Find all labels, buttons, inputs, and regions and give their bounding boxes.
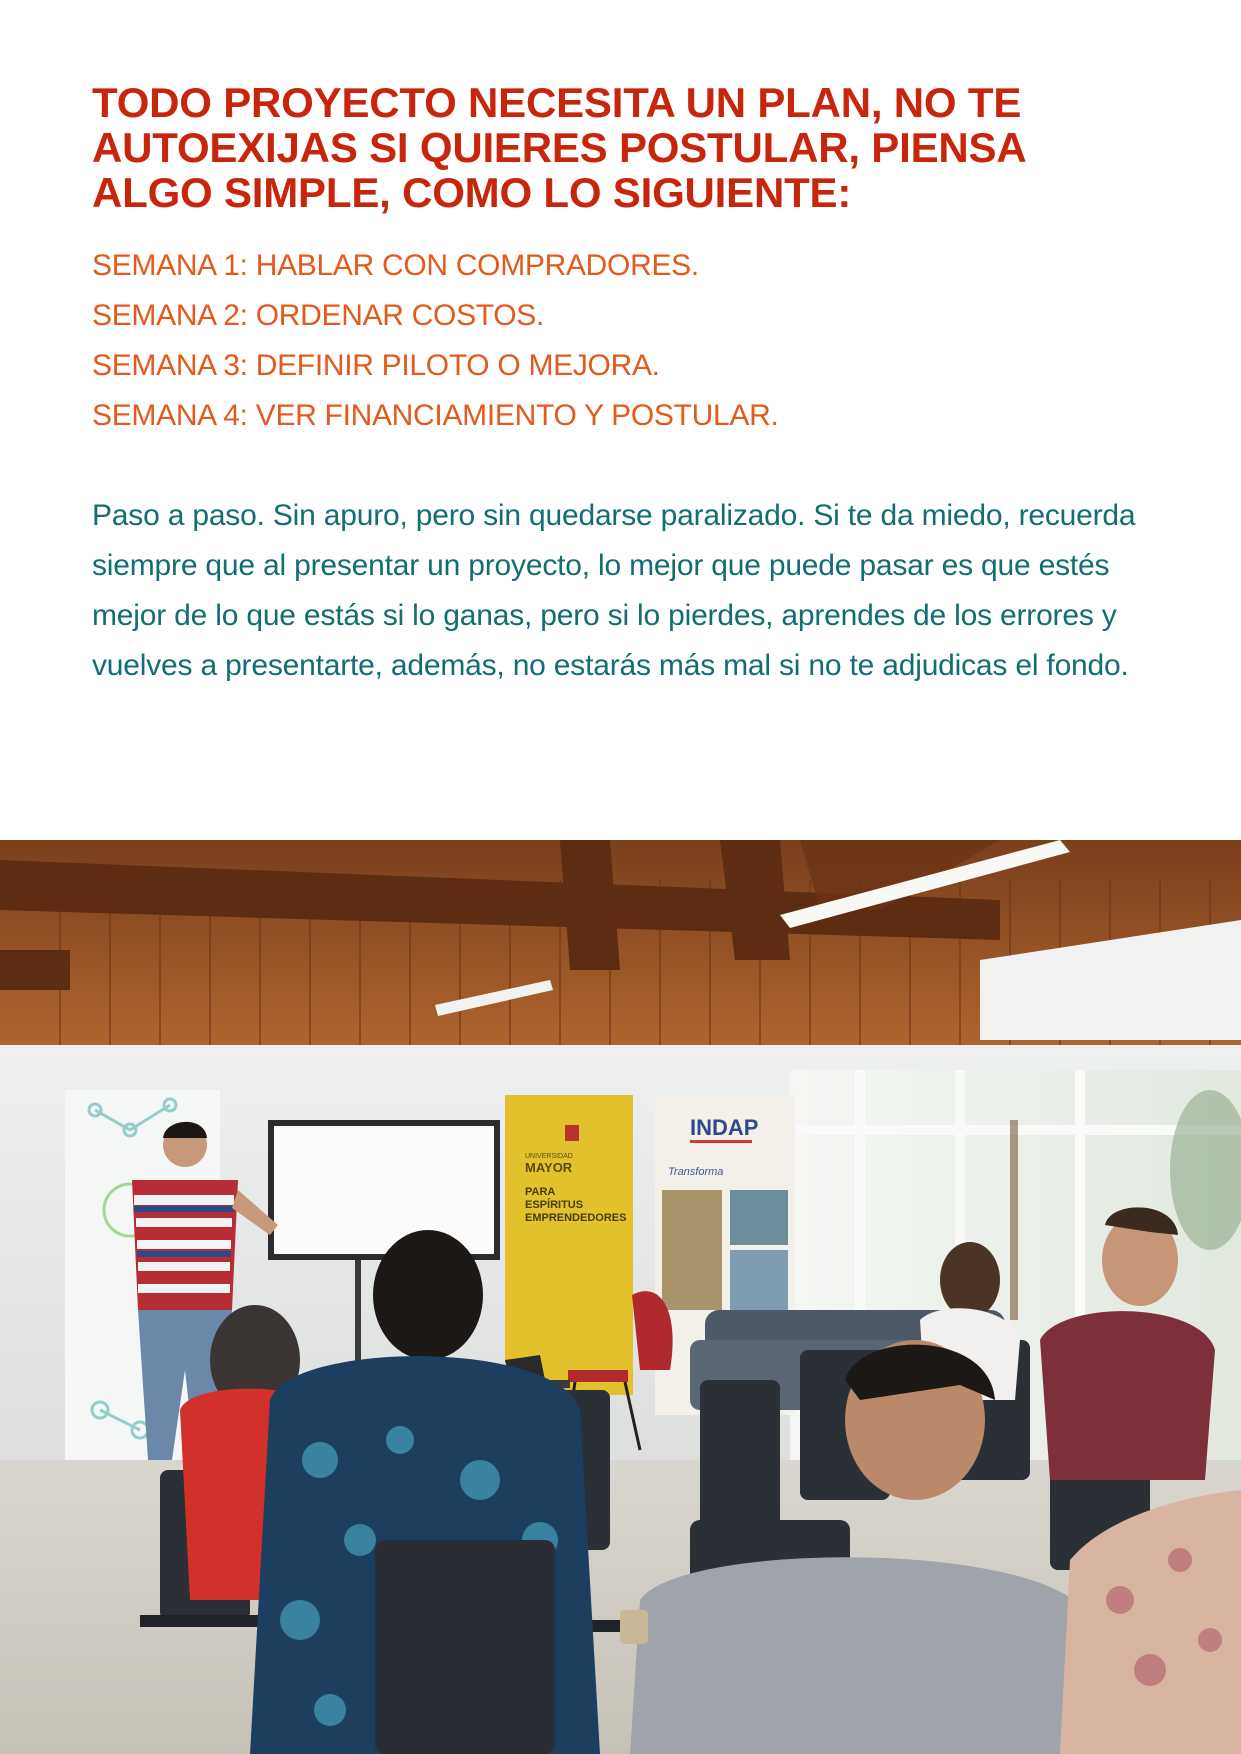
university-banner-tagline-1: PARA bbox=[525, 1186, 556, 1198]
headline: TODO PROYECTO NECESITA UN PLAN, NO TE AUTOEXIJAS SI QUIERES POSTULAR, PIENSA ALGO SIMPLE, COMO LO SIGUIENTE: bbox=[92, 79, 1025, 216]
university-banner-tagline-3: EMPRENDEDORES bbox=[525, 1212, 627, 1224]
university-banner-tagline-2: ESPÍRITUS bbox=[525, 1199, 584, 1211]
week-item-4: SEMANA 4: VER FINANCIAMIENTO Y POSTULAR. bbox=[92, 399, 779, 432]
text-section bbox=[92, 80, 1152, 691]
week-item-2: SEMANA 2: ORDENAR COSTOS. bbox=[92, 299, 545, 332]
week-item-1: SEMANA 1: HABLAR CON COMPRADORES. bbox=[92, 249, 699, 282]
university-banner-line2: MAYOR bbox=[525, 1160, 573, 1175]
workshop-photo bbox=[0, 840, 1241, 1754]
workshop-photo-illustration bbox=[0, 840, 1241, 1754]
indap-banner-logo: INDAP bbox=[690, 1115, 759, 1140]
body-paragraph: Paso a paso. Sin apuro, pero sin quedarse paralizado. Si te da miedo, recuerda siempre que al presentar un proyecto, lo mejor que puede pasar es que estés mejor de lo que estás si lo ganas, pero si lo pierdes, aprendes de los errores y vuelves a presentarte, además, no estarás más mal si no te adjudicas el fondo. bbox=[92, 499, 1136, 682]
week-item-3: SEMANA 3: DEFINIR PILOTO O MEJORA. bbox=[92, 349, 660, 382]
indap-banner-tagline: Transforma bbox=[668, 1166, 724, 1178]
university-banner-line1: UNIVERSIDAD bbox=[525, 1153, 573, 1160]
week-plan-list bbox=[92, 241, 1152, 441]
